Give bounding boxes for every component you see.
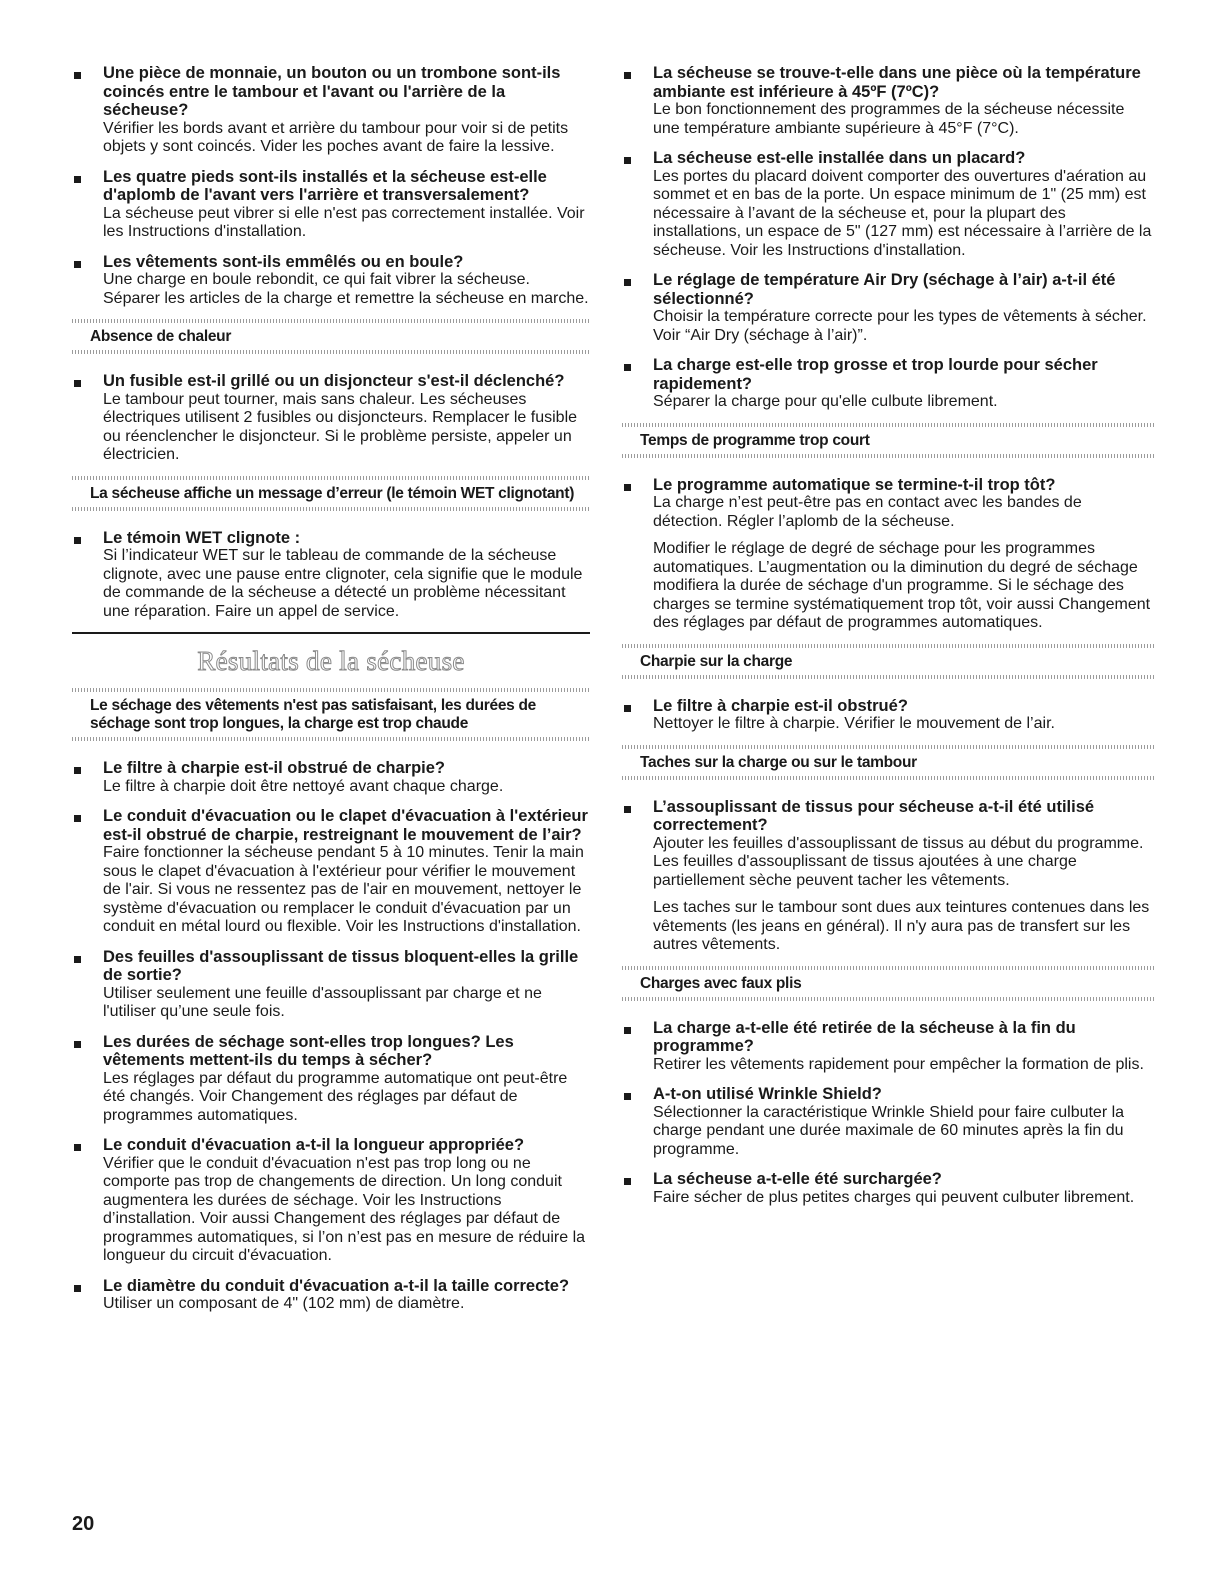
- list-item: [72, 1277, 590, 1314]
- list-item: [622, 476, 1154, 633]
- answer: [653, 393, 1154, 412]
- section-divider: [622, 454, 1154, 458]
- answer-paragraph: Le bon fonctionnement des programmes de la sécheuse nécessite une température ambiante supérieure à 45°F (7°C).: [653, 101, 1125, 137]
- item-body: [653, 64, 1154, 138]
- list-item: [72, 64, 590, 157]
- item-body: [103, 168, 590, 242]
- list-item: [622, 697, 1154, 734]
- section-header: [622, 644, 1154, 679]
- answer: [103, 1295, 590, 1314]
- bullet-icon: [624, 72, 631, 79]
- list-item: [72, 807, 590, 937]
- question: Le programme automatique se termine-t-il trop tôt?: [653, 475, 1056, 494]
- section-header: [622, 966, 1154, 1001]
- bullet-icon: [74, 1285, 81, 1292]
- list-item: [72, 948, 590, 1022]
- list-item: [622, 149, 1154, 260]
- list-item: [72, 529, 590, 622]
- item-body: [653, 476, 1154, 633]
- answer: [103, 391, 590, 465]
- question: Les quatre pieds sont-ils installés et la sécheuse est-elle d'aplomb de l'avant vers l'arrière et transversalement?: [103, 167, 547, 204]
- section-title: Taches sur la charge ou sur le tambour: [640, 753, 917, 771]
- item-body: [653, 1019, 1154, 1075]
- answer: [653, 101, 1154, 138]
- bullet-icon: [624, 279, 631, 286]
- answer-paragraph: Retirer les vêtements rapidement pour empêcher la formation de plis.: [653, 1055, 1144, 1073]
- section-header: [622, 745, 1154, 780]
- item-body: [103, 253, 590, 309]
- list-item: [622, 1085, 1154, 1159]
- item-body: [653, 1085, 1154, 1159]
- question: La sécheuse a-t-elle été surchargée?: [653, 1170, 942, 1188]
- list-item: [72, 1033, 590, 1126]
- bullet-icon: [74, 767, 81, 774]
- answer: [103, 547, 590, 621]
- section-title: Charges avec faux plis: [640, 974, 802, 992]
- troubleshooting-list: [72, 529, 590, 622]
- list-item: [622, 1170, 1154, 1207]
- list-item: [622, 64, 1154, 138]
- page-number: 20: [72, 1513, 95, 1535]
- answer-paragraph: Faire fonctionner la sécheuse pendant 5 à 10 minutes. Tenir la main sous le clapet d'évacuation à l'extérieur pour vérifier le mouvement de l'air. Si vous ne ressentez pas de l'air en mouvement, nettoyer le système d'évacuation ou remplacer le conduit d'évacuation par un conduit en métal lourd ou flexible. Voir les Instructions d'installation.: [103, 844, 584, 935]
- answer-paragraph: Faire sécher de plus petites charges qui peuvent culbuter librement.: [653, 1188, 1135, 1206]
- list-item: [72, 759, 590, 796]
- question: Le réglage de température Air Dry (séchage à l’air) a-t-il été sélectionné?: [653, 271, 1116, 308]
- answer-paragraph: Modifier le réglage de degré de séchage pour les programmes automatiques. L’augmentation ou la diminution du degré de séchage modifiera la durée de séchage d'un programme. Si le séchage des charges se termine systématiquement trop tôt, voir aussi Changement des réglages par défaut de programmes automatiques.: [653, 540, 1151, 631]
- section-divider: [72, 507, 590, 511]
- item-body: [653, 1170, 1154, 1207]
- question: Les vêtements sont-ils emmêlés ou en boule?: [103, 252, 464, 271]
- list-item: [622, 1019, 1154, 1075]
- section-title: Le séchage des vêtements n'est pas satisfaisant, les durées de séchage sont trop longues, la charge est trop chaude: [90, 697, 536, 732]
- question: Le conduit d'évacuation ou le clapet d'évacuation à l'extérieur est-il obstrué de charpie, restreignant le mouvement de l’air?: [103, 807, 588, 844]
- item-body: [653, 271, 1154, 345]
- answer-paragraph: La sécheuse peut vibrer si elle n'est pas correctement installée. Voir les Instructions d'installation.: [103, 204, 585, 240]
- section-divider: [622, 675, 1154, 679]
- answer: [103, 1070, 590, 1126]
- bullet-icon: [624, 364, 631, 371]
- answer: [103, 778, 590, 797]
- answer: [103, 120, 590, 157]
- section-title: Charpie sur la charge: [640, 652, 793, 670]
- item-body: [103, 1136, 590, 1266]
- right-column: [622, 64, 1154, 1218]
- section-title: Absence de chaleur: [90, 328, 232, 345]
- answer-paragraph: Nettoyer le filtre à charpie. Vérifier le mouvement de l’air.: [653, 715, 1055, 732]
- question: La sécheuse se trouve-t-elle dans une pièce où la température ambiante est inférieure à 45ºF (7ºC)?: [653, 64, 1141, 101]
- bullet-icon: [74, 537, 81, 544]
- item-body: [103, 948, 590, 1022]
- answer-paragraph: Utiliser seulement une feuille d'assouplissant par charge et ne l'utiliser qu’une seule fois.: [103, 984, 542, 1020]
- list-item: [72, 1136, 590, 1266]
- bullet-icon: [624, 705, 631, 712]
- bullet-icon: [74, 1041, 81, 1048]
- troubleshooting-list: [72, 759, 590, 1314]
- answer-paragraph: Le filtre à charpie doit être nettoyé avant chaque charge.: [103, 777, 504, 795]
- answer: [653, 168, 1154, 261]
- heading-rule: [72, 632, 590, 634]
- answer-paragraph: Vérifier les bords avant et arrière du tambour pour voir si de petits objets y sont coincés. Vider les poches avant de faire la lessive.: [103, 119, 569, 155]
- answer: [103, 844, 590, 937]
- answer: [103, 205, 590, 242]
- section-title: La sécheuse affiche un message d’erreur (le témoin WET clignotant): [90, 484, 575, 502]
- answer-paragraph: Choisir la température correcte pour les types de vêtements à sécher. Voir “Air Dry (séchage à l’air)”.: [653, 308, 1147, 344]
- question: Un fusible est-il grillé ou un disjoncteur s'est-il déclenché?: [103, 372, 565, 390]
- troubleshooting-list: [622, 1019, 1154, 1208]
- bullet-icon: [624, 157, 631, 164]
- question: Les durées de séchage sont-elles trop longues? Les vêtements mettent-ils du temps à sécher?: [103, 1032, 514, 1069]
- list-item: [72, 372, 590, 465]
- answer-paragraph: La charge n’est peut-être pas en contact avec les bandes de détection. Régler l’aplomb de la sécheuse.: [653, 494, 1082, 530]
- bullet-icon: [74, 380, 81, 387]
- item-body: [653, 697, 1154, 734]
- troubleshooting-list: [72, 64, 590, 308]
- item-body: [653, 356, 1154, 412]
- question: A-t-on utilisé Wrinkle Shield?: [653, 1085, 882, 1103]
- section-divider: [72, 350, 590, 354]
- bullet-icon: [624, 1178, 631, 1185]
- section-header: [72, 319, 590, 354]
- answer-paragraph: Les portes du placard doivent comporter des ouvertures d'aération au sommet et en bas de la porte. Un espace minimum de 1" (25 mm) est nécessaire à l’avant de la sécheuse et, pour la plupart des installations, un espace de 5" (127 mm) est nécessaire à l’arrière de la sécheuse. Voir les Instructions d'installation.: [653, 167, 1152, 259]
- item-body: [653, 798, 1154, 955]
- section-header: [622, 423, 1154, 458]
- bullet-icon: [624, 484, 631, 491]
- list-item: [72, 253, 590, 309]
- question: Une pièce de monnaie, un bouton ou un trombone sont-ils coincés entre le tambour et l'avant ou l'arrière de la sécheuse?: [103, 64, 561, 119]
- bullet-icon: [624, 1093, 631, 1100]
- answer: [103, 1155, 590, 1266]
- answer: [103, 271, 590, 308]
- bullet-icon: [74, 956, 81, 963]
- bullet-icon: [74, 176, 81, 183]
- list-item: [622, 271, 1154, 345]
- answer: [653, 1189, 1154, 1208]
- item-body: [103, 1033, 590, 1126]
- answer: [103, 985, 590, 1022]
- item-body: [103, 807, 590, 937]
- item-body: [103, 64, 590, 157]
- answer: [653, 1104, 1154, 1160]
- list-item: [72, 168, 590, 242]
- answer: [653, 1056, 1154, 1075]
- bullet-icon: [624, 806, 631, 813]
- answer-paragraph: Séparer la charge pour qu'elle culbute librement.: [653, 393, 998, 410]
- section-header: [72, 688, 590, 741]
- answer-paragraph: Ajouter les feuilles d'assouplissant de tissus au début du programme. Les feuilles d'assouplissant de tissus ajoutées à une charge partiellement sèche peuvent tacher les vêtements.: [653, 834, 1144, 889]
- answer-paragraph: Les réglages par défaut du programme automatique ont peut-être été changés. Voir Changement des réglages par défaut de programmes automatiques.: [103, 1069, 568, 1124]
- section-divider: [622, 776, 1154, 780]
- answer: [653, 494, 1154, 633]
- bullet-icon: [74, 815, 81, 822]
- answer-paragraph: Le tambour peut tourner, mais sans chaleur. Les sécheuses électriques utilisent 2 fusibles ou disjoncteurs. Remplacer le fusible ou réenclencher le disjoncteur. Si le problème persiste, appeler un électricien.: [103, 390, 578, 463]
- troubleshooting-list: [622, 697, 1154, 734]
- bullet-icon: [624, 1027, 631, 1034]
- answer: [653, 835, 1154, 955]
- list-item: [622, 356, 1154, 412]
- answer-paragraph: Les taches sur le tambour sont dues aux teintures contenues dans les vêtements (les jeans en général). Il n'y aura pas de transfert sur les autres vêtements.: [653, 899, 1150, 953]
- section-header: [72, 476, 590, 511]
- question: Des feuilles d'assouplissant de tissus bloquent-elles la grille de sortie?: [103, 947, 579, 984]
- section-divider: [72, 737, 590, 741]
- bullet-icon: [74, 72, 81, 79]
- troubleshooting-list: [622, 476, 1154, 633]
- question: Le filtre à charpie est-il obstrué de charpie?: [103, 759, 446, 777]
- answer: [653, 308, 1154, 345]
- item-body: [103, 529, 590, 622]
- question: L’assouplissant de tissus pour sécheuse a-t-il été utilisé correctement?: [653, 797, 1095, 834]
- answer: [653, 715, 1154, 734]
- page-heading: Résultats de la sécheuse: [197, 646, 465, 676]
- answer-paragraph: Vérifier que le conduit d'évacuation n'est pas trop long ou ne comporte pas trop de changements de direction. Un long conduit augmentera les durées de séchage. Voir les Instructions d’installation. Voir aussi Changement des réglages par défaut de programmes automatiques, si l’on n’est pas en mesure de réduire la longueur du circuit d'évacuation.: [103, 1154, 586, 1264]
- answer-paragraph: Une charge en boule rebondit, ce qui fait vibrer la sécheuse. Séparer les articles de la charge et remettre la sécheuse en marche.: [103, 271, 589, 307]
- left-column: [72, 64, 590, 1325]
- item-body: [103, 1277, 590, 1314]
- question: La charge est-elle trop grosse et trop lourde pour sécher rapidement?: [653, 356, 1098, 393]
- bullet-icon: [74, 261, 81, 268]
- item-body: [103, 372, 590, 465]
- question: Le conduit d'évacuation a-t-il la longueur appropriée?: [103, 1136, 525, 1154]
- answer-paragraph: Si l’indicateur WET sur le tableau de commande de la sécheuse clignote, avec une pause entre clignoter, cela signifie que le module de commande de la sécheuse a détecté un problème nécessitant une réparation. Faire un appel de service.: [103, 547, 583, 620]
- section-title: Temps de programme trop court: [640, 431, 870, 449]
- question: La sécheuse est-elle installée dans un placard?: [653, 149, 1026, 167]
- answer-paragraph: Utiliser un composant de 4" (102 mm) de diamètre.: [103, 1295, 465, 1312]
- troubleshooting-list: [622, 798, 1154, 955]
- question: Le filtre à charpie est-il obstrué?: [653, 696, 908, 715]
- question: Le diamètre du conduit d'évacuation a-t-il la taille correcte?: [103, 1276, 570, 1295]
- answer-paragraph: Sélectionner la caractéristique Wrinkle Shield pour faire culbuter la charge pendant une durée maximale de 60 minutes après la fin du programme.: [653, 1103, 1125, 1158]
- item-body: [653, 149, 1154, 260]
- bullet-icon: [74, 1144, 81, 1151]
- question: Le témoin WET clignote :: [103, 528, 301, 547]
- item-body: [103, 759, 590, 796]
- question: La charge a-t-elle été retirée de la sécheuse à la fin du programme?: [653, 1018, 1076, 1055]
- section-divider: [622, 997, 1154, 1001]
- troubleshooting-list: [72, 372, 590, 465]
- list-item: [622, 798, 1154, 955]
- troubleshooting-list: [622, 64, 1154, 412]
